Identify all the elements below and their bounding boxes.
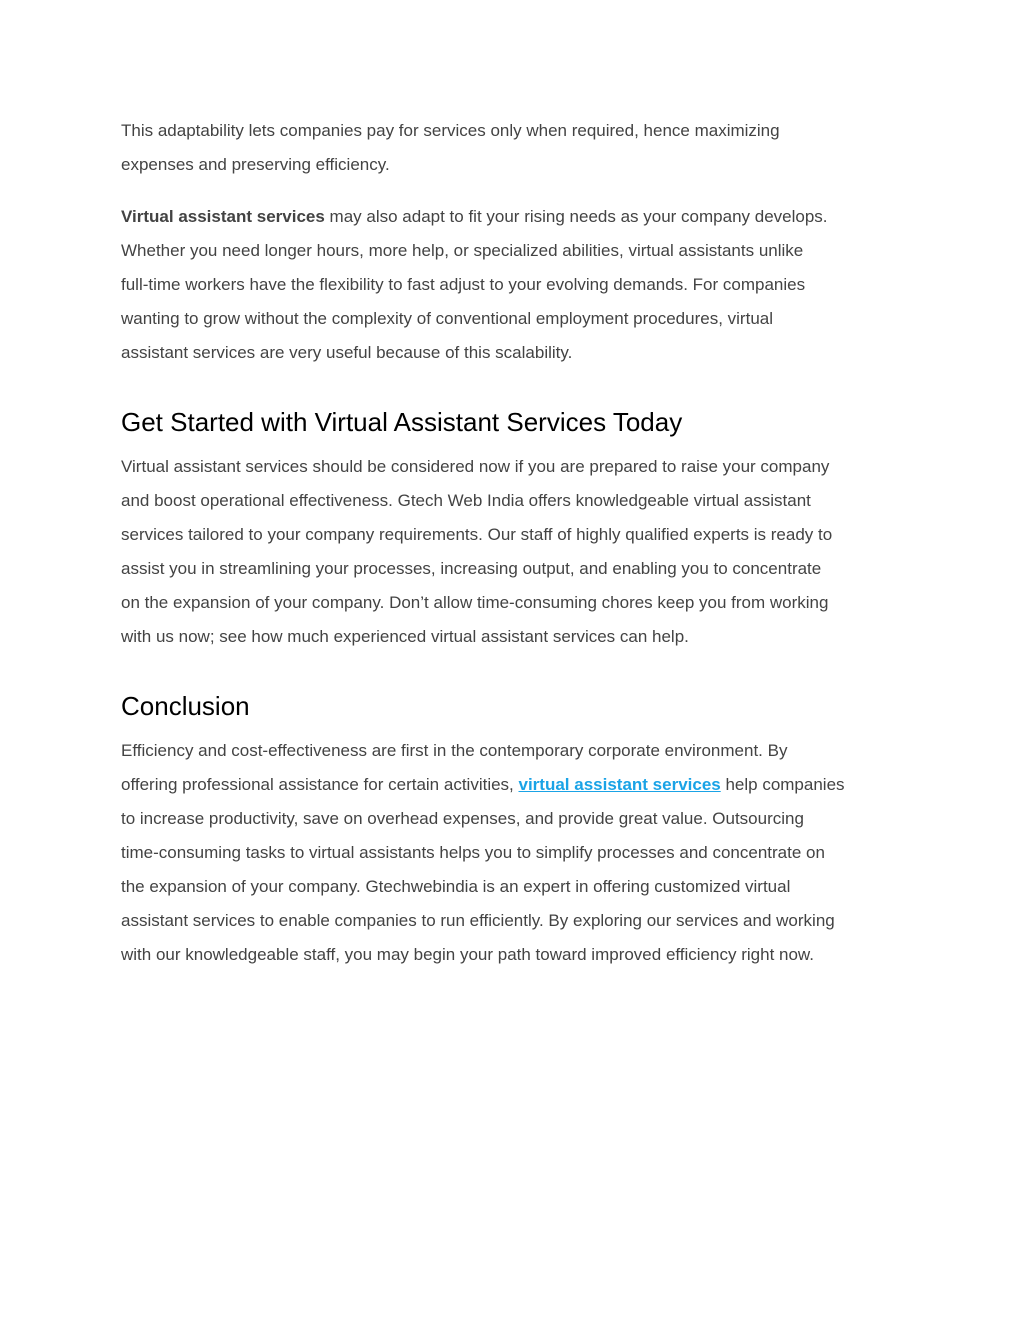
text-line: to increase productivity, save on overhead expenses, and provide great value. Outsourcing: [121, 809, 804, 828]
text-line: This adaptability lets companies pay for services only when required, hence maximizing: [121, 121, 780, 140]
virtual-assistant-services-link[interactable]: virtual assistant services: [518, 775, 721, 794]
text-line: with us now; see how much experienced virtual assistant services can help.: [121, 627, 689, 646]
text-line: services tailored to your company requirements. Our staff of highly qualified experts is ready to: [121, 525, 833, 544]
text-line: with our knowledgeable staff, you may begin your path toward improved efficiency right now.: [121, 945, 814, 964]
text-line: expenses and preserving efficiency.: [121, 155, 390, 174]
text-line: Virtual assistant services should be considered now if you are prepared to raise your company: [121, 457, 830, 476]
text-line: Whether you need longer hours, more help, or specialized abilities, virtual assistants unlike: [121, 241, 804, 260]
text-line: time-consuming tasks to virtual assistants helps you to simplify processes and concentrate on: [121, 843, 825, 862]
text-line: [121, 200, 921, 234]
text-line: assistant services to enable companies to run efficiently. By exploring our services and working: [121, 911, 835, 930]
section-heading-get-started: Get Started with Virtual Assistant Services Today: [121, 407, 683, 437]
text-segment: may also adapt to fit your rising needs as your company develops.: [324, 207, 828, 226]
intro-paragraph: [121, 114, 921, 182]
document-page: [121, 114, 921, 990]
get-started-paragraph: [121, 450, 921, 654]
conclusion-paragraph: [121, 734, 921, 972]
text-segment: help companies: [720, 775, 845, 794]
section-heading-conclusion: Conclusion: [121, 691, 250, 721]
scalability-paragraph: [121, 200, 921, 370]
text-line: full-time workers have the flexibility to fast adjust to your evolving demands. For companies: [121, 275, 806, 294]
text-line: on the expansion of your company. Don’t allow time-consuming chores keep you from working: [121, 593, 829, 612]
bold-lead-text: Virtual assistant services: [121, 207, 325, 226]
text-line: [121, 768, 921, 802]
text-line: wanting to grow without the complexity of conventional employment procedures, virtual: [121, 309, 774, 328]
text-line: the expansion of your company. Gtechwebindia is an expert in offering customized virtual: [121, 877, 791, 896]
text-line: Efficiency and cost-effectiveness are first in the contemporary corporate environment. By: [121, 741, 788, 760]
text-line: and boost operational effectiveness. Gtech Web India offers knowledgeable virtual assistant: [121, 491, 811, 510]
text-line: assistant services are very useful because of this scalability.: [121, 343, 573, 362]
text-line: assist you in streamlining your processes, increasing output, and enabling you to concentrate: [121, 559, 822, 578]
text-segment: offering professional assistance for certain activities,: [121, 775, 519, 794]
